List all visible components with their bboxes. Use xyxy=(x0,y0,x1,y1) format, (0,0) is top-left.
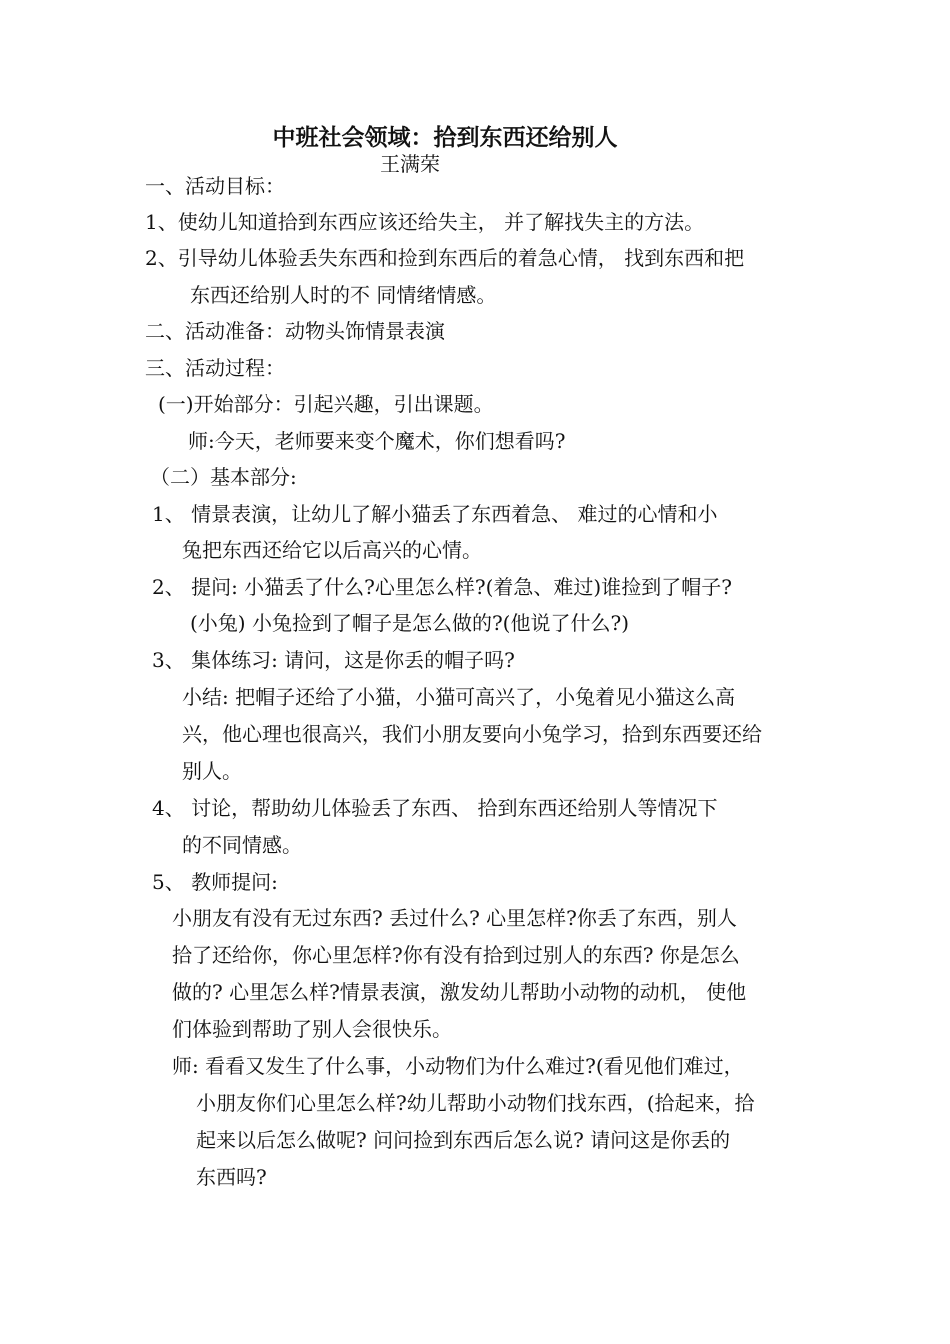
teacher-line-2: 师: 看看又发生了什么事，小动物们为什么难过?(看见他们难过， xyxy=(172,1054,744,1078)
document-author: 王满荣 xyxy=(380,152,440,176)
step-5: 5、 教师提问: xyxy=(152,870,278,894)
step-4: 4、 讨论，帮助幼儿体验丢了东西、 拾到东西还给别人等情况下 xyxy=(152,796,718,820)
step-2-continued: (小兔) 小兔捡到了帽子是怎么做的?(他说了什么?) xyxy=(190,611,630,635)
step-1: 1、 情景表演，让幼儿了解小猫丢了东西着急、 难过的心情和小 xyxy=(152,502,718,526)
summary-line-3: 别人。 xyxy=(182,759,242,783)
step-1-continued: 兔把东西还给它以后高兴的心情。 xyxy=(182,538,482,562)
teacher-line-1: 师:今天，老师要来变个魔术，你们想看吗? xyxy=(188,429,566,453)
goal-item-2: 2、引导幼儿体验丢失东西和捡到东西后的着急心情， 找到东西和把 xyxy=(145,246,745,270)
summary-line-1: 小结: 把帽子还给了小猫，小猫可高兴了，小兔着见小猫这么高 xyxy=(182,685,736,709)
question-line-4: 们体验到帮助了别人会很快乐。 xyxy=(172,1017,452,1041)
process-part-1-heading: (一)开始部分：引起兴趣，引出课题。 xyxy=(158,392,494,416)
question-line-2: 拾了还给你，你心里怎样?你有没有拾到过别人的东西? 你是怎么 xyxy=(172,943,740,967)
question-line-3: 做的? 心里怎么样?情景表演，激发幼儿帮助小动物的动机， 使他 xyxy=(172,980,747,1004)
step-3: 3、 集体练习: 请问，这是你丢的帽子吗? xyxy=(152,648,515,672)
goal-item-2-continued: 东西还给别人时的不 同情绪情感。 xyxy=(190,283,497,307)
section-heading-process: 三、活动过程： xyxy=(145,356,285,380)
teacher-line-2-continued-3: 东西吗? xyxy=(196,1165,267,1189)
section-heading-preparation: 二、活动准备：动物头饰情景表演 xyxy=(145,319,445,343)
section-heading-goals: 一、活动目标： xyxy=(145,174,285,198)
summary-line-2: 兴，他心理也很高兴，我们小朋友要向小兔学习，拾到东西要还给 xyxy=(182,722,762,746)
step-4-continued: 的不同情感。 xyxy=(182,833,302,857)
teacher-line-2-continued-1: 小朋友你们心里怎么样?幼儿帮助小动物们找东西，(拾起来，拾 xyxy=(196,1091,755,1115)
process-part-2-heading: （二）基本部分: xyxy=(150,465,297,489)
step-2: 2、 提问: 小猫丢了什么?心里怎么样?(着急、难过)谁捡到了帽子? xyxy=(152,575,732,599)
teacher-line-2-continued-2: 起来以后怎么做呢? 问问捡到东西后怎么说? 请问这是你丢的 xyxy=(196,1128,731,1152)
goal-item-1: 1、使幼儿知道拾到东西应该还给失主， 并了解找失主的方法。 xyxy=(145,210,705,234)
question-line-1: 小朋友有没有无过东西? 丢过什么? 心里怎样?你丢了东西，别人 xyxy=(172,906,737,930)
document-title: 中班社会领域：拾到东西还给别人 xyxy=(272,124,618,151)
